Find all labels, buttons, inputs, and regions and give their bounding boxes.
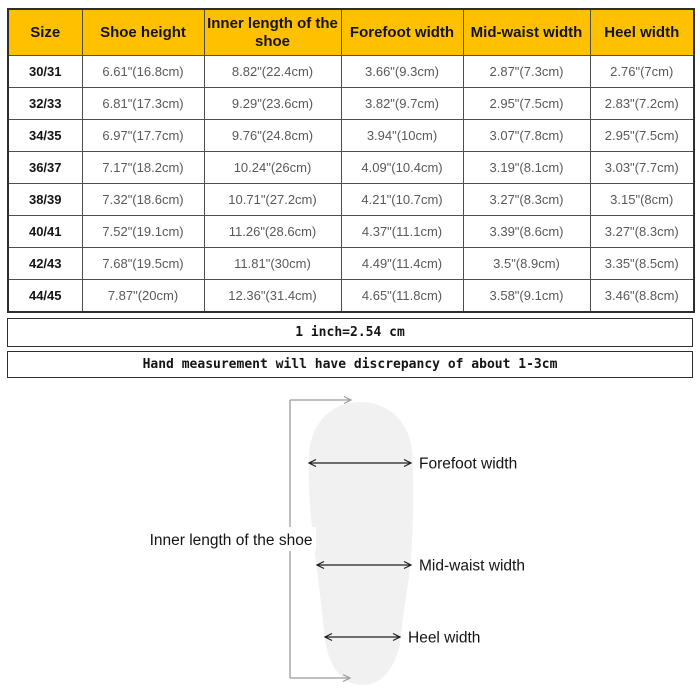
measurement-cell: 6.81"(17.3cm) — [82, 88, 204, 120]
measurement-cell: 4.65"(11.8cm) — [341, 280, 463, 313]
measurement-cell: 3.19"(8.1cm) — [463, 152, 590, 184]
measurement-cell: 11.81"(30cm) — [204, 248, 341, 280]
size-cell: 32/33 — [8, 88, 82, 120]
heel-width-label: Heel width — [408, 629, 481, 647]
table-row — [8, 280, 694, 313]
insole-outline — [309, 402, 414, 685]
size-cell: 30/31 — [8, 56, 82, 88]
measurement-cell: 2.95"(7.5cm) — [463, 88, 590, 120]
measurement-cell: 7.17"(18.2cm) — [82, 152, 204, 184]
size-cell: 42/43 — [8, 248, 82, 280]
size-cell: 38/39 — [8, 184, 82, 216]
measurement-cell: 3.82"(9.7cm) — [341, 88, 463, 120]
measurement-cell: 6.61"(16.8cm) — [82, 56, 204, 88]
insole-diagram-svg — [0, 390, 700, 700]
measurement-cell: 4.21"(10.7cm) — [341, 184, 463, 216]
table-row — [8, 120, 694, 152]
table-row — [8, 56, 694, 88]
measurement-cell: 3.07"(7.8cm) — [463, 120, 590, 152]
measurement-cell: 7.32"(18.6cm) — [82, 184, 204, 216]
inch-conversion-note: 1 inch=2.54 cm — [7, 318, 693, 347]
measurement-cell: 4.09"(10.4cm) — [341, 152, 463, 184]
column-header-mid-waist: Mid-waist width — [463, 9, 590, 56]
measurement-cell: 2.76"(7cm) — [590, 56, 694, 88]
column-header-shoe-height: Shoe height — [82, 9, 204, 56]
size-chart-header-row — [8, 9, 694, 56]
column-header-size: Size — [8, 9, 82, 56]
measurement-cell: 10.24"(26cm) — [204, 152, 341, 184]
measurement-cell: 2.95"(7.5cm) — [590, 120, 694, 152]
measurement-cell: 7.68"(19.5cm) — [82, 248, 204, 280]
inner-length-label: Inner length of the shoe — [149, 532, 313, 549]
size-table-body — [8, 56, 694, 313]
table-row — [8, 88, 694, 120]
measurement-cell: 4.37"(11.1cm) — [341, 216, 463, 248]
measurement-diagram — [0, 390, 700, 700]
table-row — [8, 184, 694, 216]
measurement-cell: 3.58"(9.1cm) — [463, 280, 590, 313]
column-header-forefoot: Forefoot width — [341, 9, 463, 56]
forefoot-width-label: Forefoot width — [419, 455, 518, 473]
table-row — [8, 152, 694, 184]
measurement-cell: 7.87"(20cm) — [82, 280, 204, 313]
measurement-cell: 9.76"(24.8cm) — [204, 120, 341, 152]
size-cell: 34/35 — [8, 120, 82, 152]
measurement-cell: 11.26"(28.6cm) — [204, 216, 341, 248]
measurement-cell: 7.52"(19.1cm) — [82, 216, 204, 248]
measurement-cell: 3.27"(8.3cm) — [463, 184, 590, 216]
measurement-cell: 4.49"(11.4cm) — [341, 248, 463, 280]
size-cell: 44/45 — [8, 280, 82, 313]
size-chart-table — [7, 8, 695, 313]
measurement-cell: 3.15"(8cm) — [590, 184, 694, 216]
measurement-cell: 3.66"(9.3cm) — [341, 56, 463, 88]
measurement-cell: 3.46"(8.8cm) — [590, 280, 694, 313]
measurement-cell: 9.29"(23.6cm) — [204, 88, 341, 120]
table-row — [8, 248, 694, 280]
mid-waist-width-label: Mid-waist width — [419, 557, 525, 575]
measurement-tolerance-note: Hand measurement will have discrepancy of about 1-3cm — [7, 351, 693, 378]
measurement-cell: 12.36"(31.4cm) — [204, 280, 341, 313]
measurement-cell: 2.83"(7.2cm) — [590, 88, 694, 120]
size-cell: 36/37 — [8, 152, 82, 184]
column-header-inner-length: Inner length of the shoe — [204, 9, 341, 56]
measurement-cell: 3.39"(8.6cm) — [463, 216, 590, 248]
measurement-cell: 2.87"(7.3cm) — [463, 56, 590, 88]
measurement-cell: 10.71"(27.2cm) — [204, 184, 341, 216]
measurement-cell: 3.27"(8.3cm) — [590, 216, 694, 248]
table-row — [8, 216, 694, 248]
measurement-cell: 3.03"(7.7cm) — [590, 152, 694, 184]
measurement-cell: 3.5"(8.9cm) — [463, 248, 590, 280]
measurement-cell: 3.94"(10cm) — [341, 120, 463, 152]
column-header-heel: Heel width — [590, 9, 694, 56]
measurement-cell: 6.97"(17.7cm) — [82, 120, 204, 152]
measurement-cell: 3.35"(8.5cm) — [590, 248, 694, 280]
size-cell: 40/41 — [8, 216, 82, 248]
measurement-cell: 8.82"(22.4cm) — [204, 56, 341, 88]
